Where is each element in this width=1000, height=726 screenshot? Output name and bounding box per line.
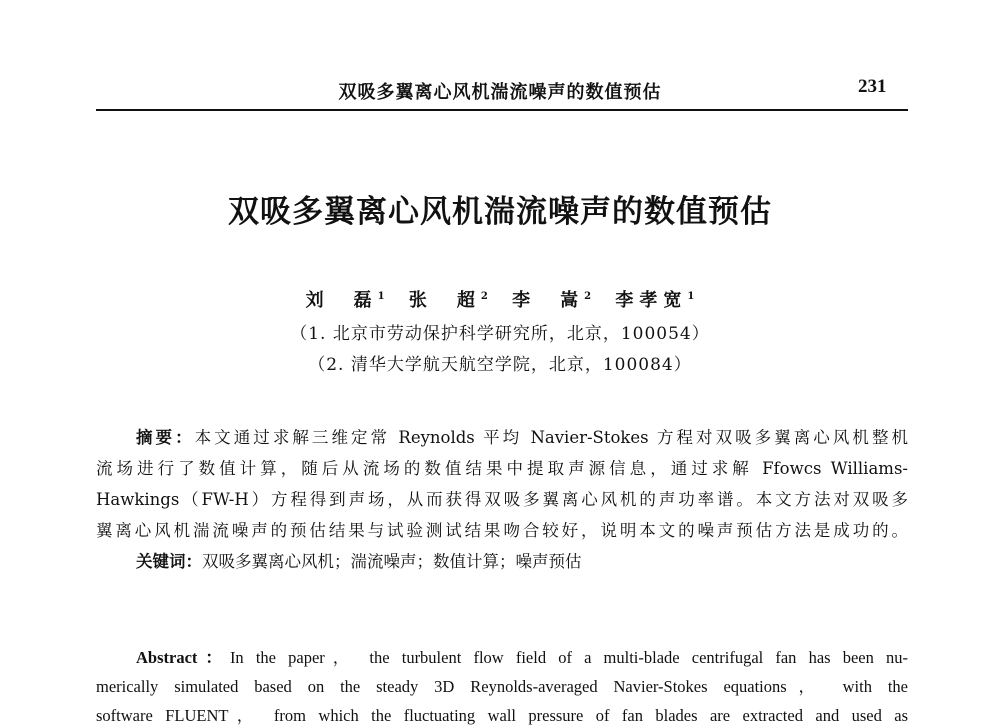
author-affil-mark: 2 [480,291,488,302]
page-number: 231 [858,76,887,97]
author [512,290,591,311]
keywords-cn-label: 关键词： [136,552,202,571]
running-title: 双吸多翼离心风机湍流噪声的数值预估 [338,82,662,103]
abstract-en-label: Abstract： [136,648,230,667]
abstract-en-text: In the paper， the turbulent flow field of a multi-blade centrifugal fan has been nu- [229,648,908,667]
abstract-en-line: software FLUENT， from which the fluctuating wall pressure of fan blades are extracted and used as [96,706,908,725]
author [615,290,694,311]
abstract-cn-label: 摘要： [136,428,195,447]
author-name: 刘 磊 [305,290,378,311]
abstract-cn-line: 翼离心风机湍流噪声的预估结果与试验测试结果吻合较好，说明本文的噪声预估方法是成功的。 [96,521,908,540]
author-name: 李 嵩 [512,290,585,311]
author-name: 李孝宽 [615,290,688,311]
abstract-en-line [96,648,908,668]
abstract-en-line: merically simulated based on the steady 3D Reynolds-averaged Navier-Stokes equations， with the [96,677,908,696]
author-affil-mark: 1 [687,291,695,302]
author-affil-mark: 2 [584,291,592,302]
paper-title: 双吸多翼离心风机湍流噪声的数值预估 [228,194,772,230]
keywords-cn-text: 双吸多翼离心风机；湍流噪声；数值计算；噪声预估 [202,552,582,571]
keywords-cn [96,552,908,572]
abstract-cn-text: 本文通过求解三维定常 Reynolds 平均 Navier-Stokes 方程对双吸多翼离心风机整机 [194,428,908,447]
author-name: 张 超 [408,290,481,311]
author-affil-mark: 1 [377,291,385,302]
header-rule [96,109,908,111]
abstract-cn-line: Hawkings（FW-H）方程得到声场，从而获得双吸多翼离心风机的声功率谱。本文方法对双吸多 [96,490,908,509]
affiliation-2: （2. 清华大学航天航空学院，北京，100084） [308,355,692,375]
abstract-cn-line: 流场进行了数值计算，随后从流场的数值结果中提取声源信息，通过求解 Ffowcs Williams- [96,459,908,478]
author [306,290,385,311]
author [409,290,488,311]
abstract-cn-line [96,428,908,448]
affiliation-1: （1. 北京市劳动保护科学研究所，北京，100054） [290,324,710,344]
author-list [0,286,1000,312]
